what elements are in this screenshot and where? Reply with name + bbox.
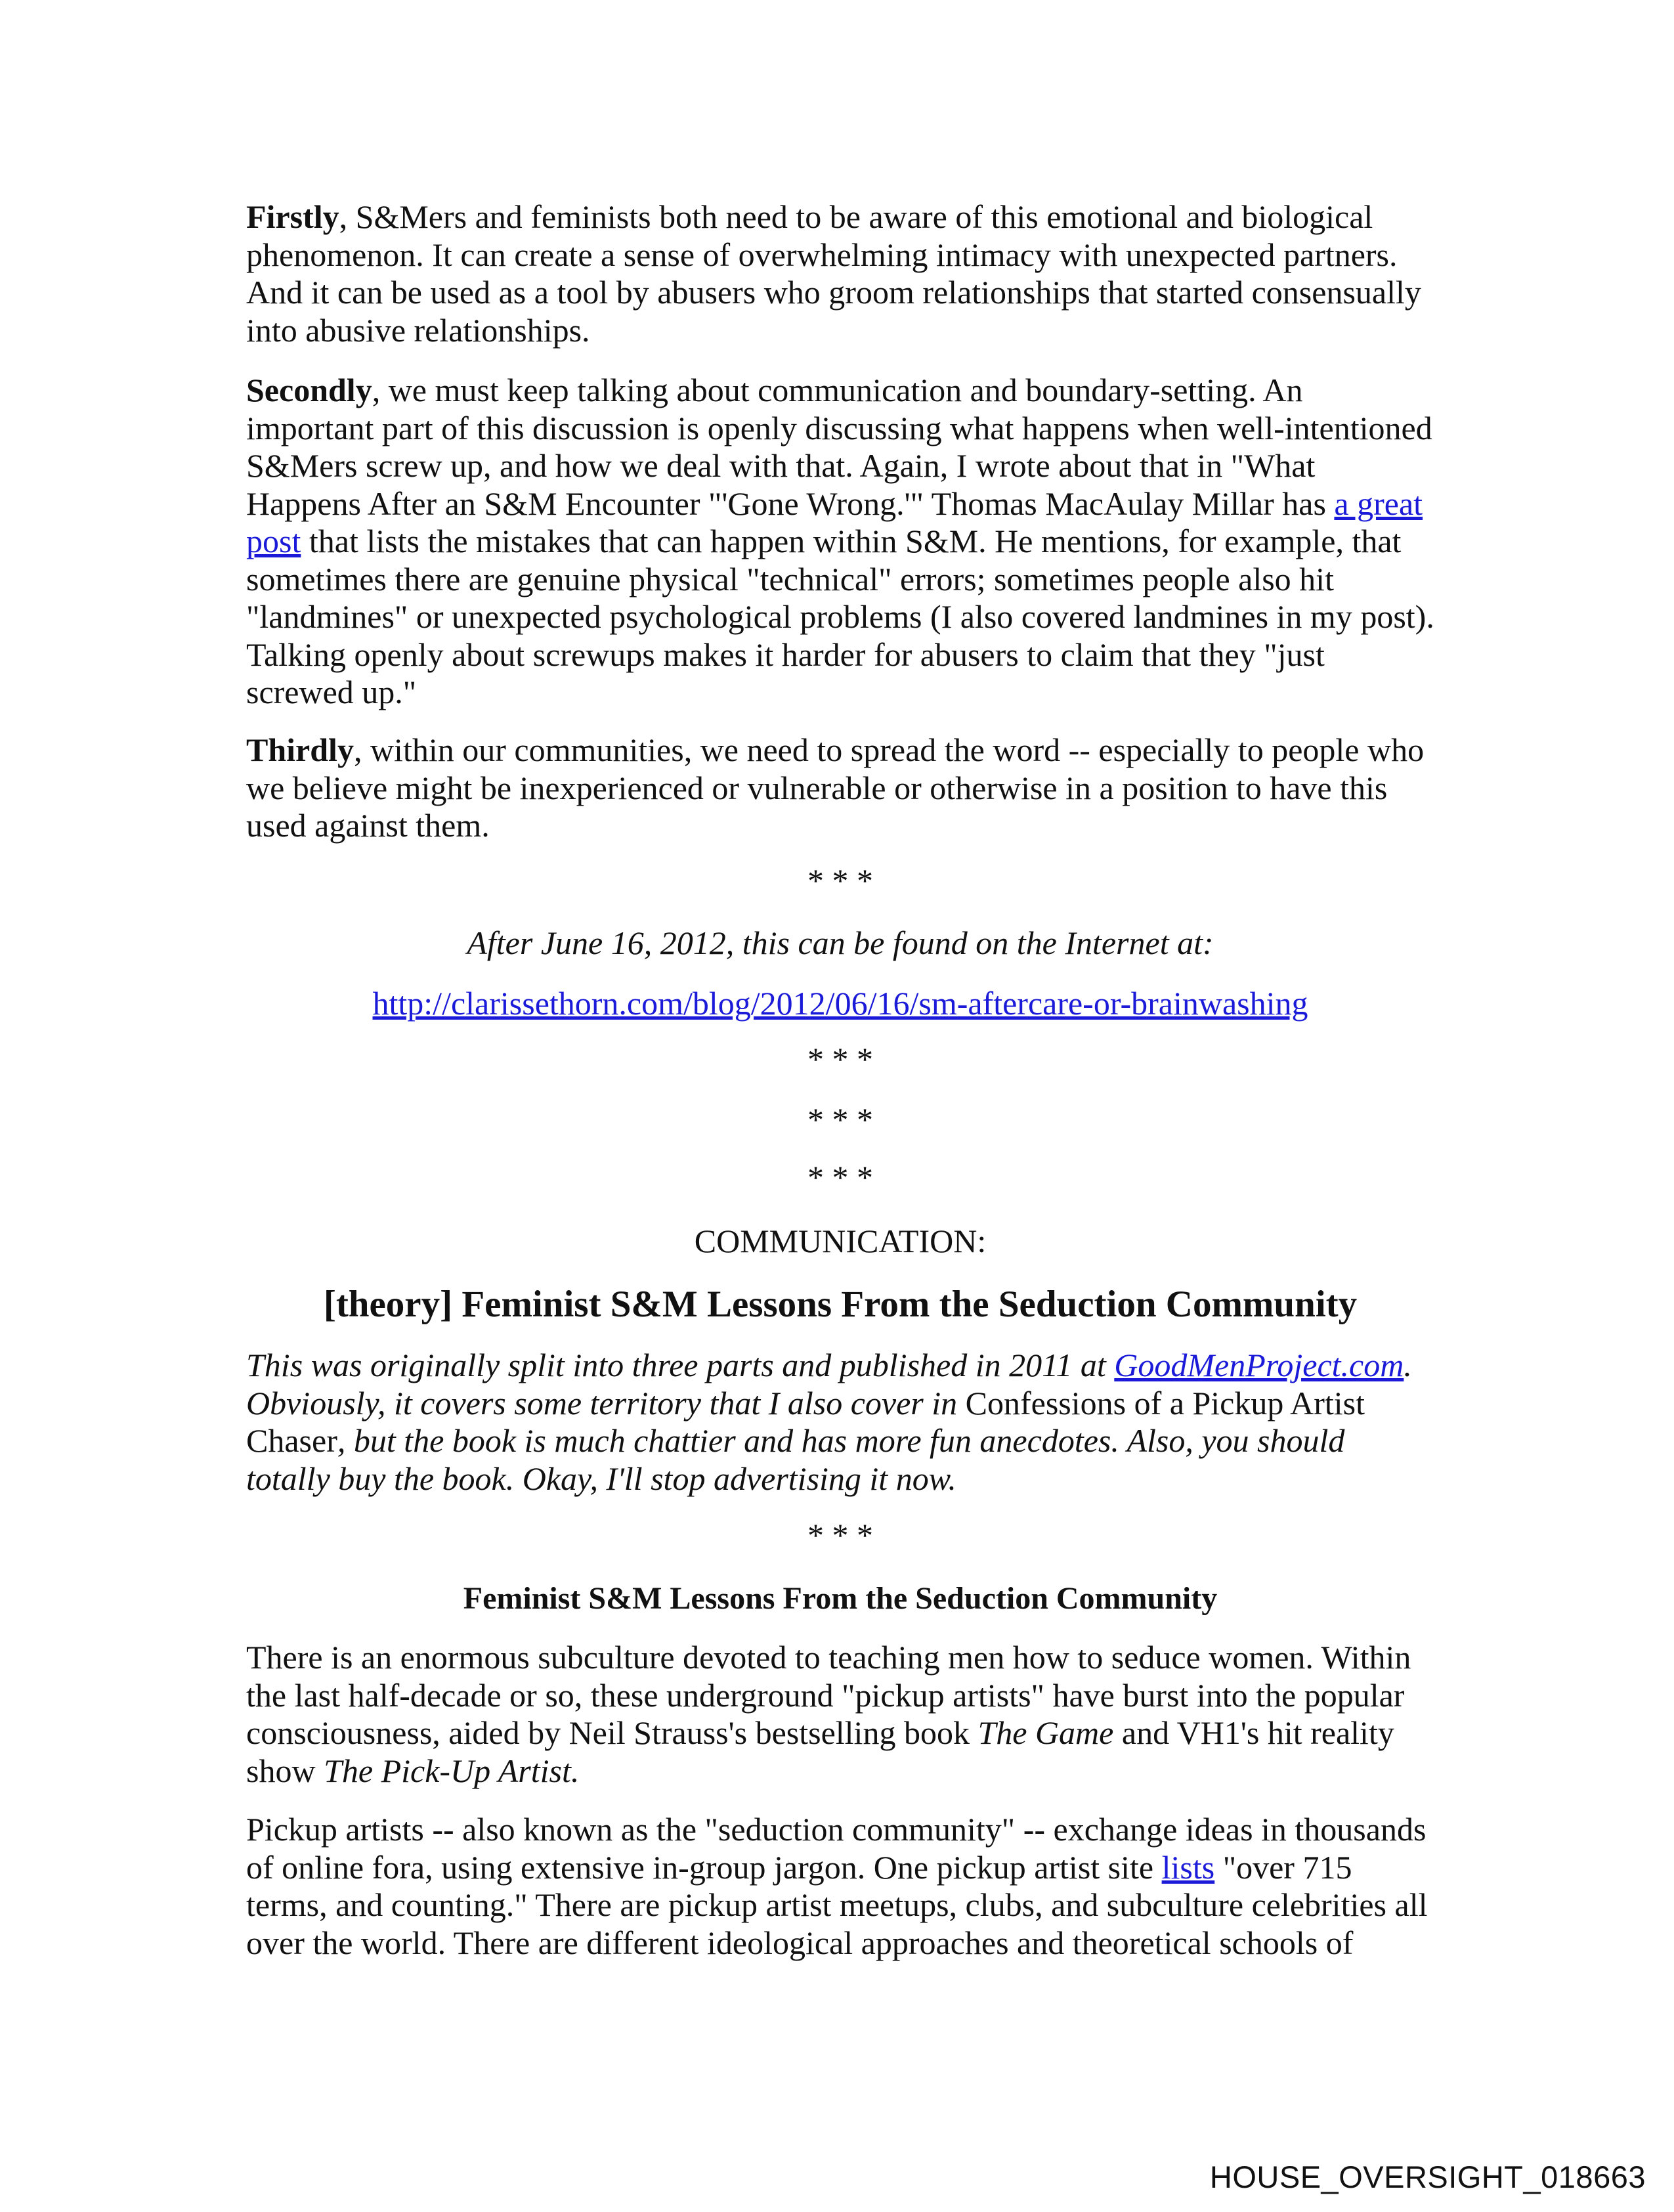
great-post-link[interactable]: a great post [246,485,1423,559]
paragraph-text: Pickup artists -- also known as the "seduction community" -- exchange ideas in thousands of online fora, using extensive in-group jargon. One pickup artist site [246,1811,1427,1886]
goodmenproject-link[interactable]: GoodMenProject.com [1114,1347,1404,1383]
show-title: The Pick-Up Artist. [324,1752,580,1789]
lead-firstly: Firstly [246,198,339,235]
separator: * * * [807,862,873,899]
book-title: The Game [977,1714,1114,1751]
paragraph-firstly [246,198,1434,349]
separator: * * * [807,1101,873,1138]
paragraph-text: There is an enormous subculture devoted to teaching men how to seduce women. Within the last half-decade or so, these underground "pickup artists" have burst into the popular consciousness, aided by Neil Strauss's bestselling book [246,1639,1411,1751]
paragraph-pickup-artists [246,1811,1434,1962]
paragraph-subculture [246,1639,1434,1790]
source-url-link[interactable]: http://clarissethorn.com/blog/2012/06/16/sm-aftercare-or-brainwashing [372,985,1308,1022]
lead-thirdly: Thirdly [246,731,354,768]
intro-text: This was originally split into three parts and published in 2011 at [246,1347,1115,1383]
paragraph-text: , within our communities, we need to spread the word -- especially to people who we believe might be inexperienced or vulnerable or otherwise in a position to have this used against them. [246,731,1425,844]
paragraph-text: , we must keep talking about communication and boundary-setting. An important part of this discussion is openly discussing what happens when well-intentioned S&Mers screw up, and how we deal with that. Again, I wrote about that in "What Happens After an S&M Encounter "'Gone Wrong.'" Thomas MacAulay Millar has [246,372,1432,522]
separator: * * * [807,1041,873,1077]
bates-stamp: HOUSE_OVERSIGHT_018663 [1209,2159,1646,2194]
paragraph-text: that lists the mistakes that can happen within S&M. He mentions, for example, that sometimes there are genuine physical "technical" errors; sometimes people also hit "landmines" or unexpected psychological problems (I also covered landmines in my post). Talking openly about screwups makes it harder for abusers to claim that they "just screwed up." [246,523,1434,710]
paragraph-thirdly [246,731,1434,845]
intro-text: . Obviously, it covers some territory that I also cover in [246,1347,1412,1421]
lists-link[interactable]: lists [1161,1848,1215,1886]
separator: * * * [807,1517,873,1553]
intro-text: , but the book is much chattier and has more fun anecdotes. Also, you should totally buy the book. Okay, I'll stop advertising it now. [246,1422,1345,1497]
article-title: [theory] Feminist S&M Lessons From the Seduction Community [323,1284,1358,1325]
lead-secondly: Secondly [246,372,372,408]
paragraph-text: , S&Mers and feminists both need to be aware of this emotional and biological phenomenon. It can create a sense of overwhelming intimacy with unexpected partners. And it can be used as a tool by abusers who groom relationships that started consensually into abusive relationships. [246,198,1421,349]
paragraph-text: "over 715 terms, and counting." There are pickup artist meetups, clubs, and subculture celebrities all over the world. There are different ideological approaches and theoretical schools of [246,1848,1428,1961]
paragraph-text: and VH1's hit reality show [246,1714,1394,1789]
subheading: Feminist S&M Lessons From the Seduction Community [463,1581,1218,1616]
book-title: Confessions of a Pickup Artist Chaser [246,1384,1365,1459]
paragraph-secondly [246,372,1434,712]
section-label: COMMUNICATION: [694,1223,987,1259]
intro-paragraph [246,1347,1434,1498]
separator: * * * [807,1159,873,1196]
found-note: After June 16, 2012, this can be found on the Internet at: [467,924,1214,961]
